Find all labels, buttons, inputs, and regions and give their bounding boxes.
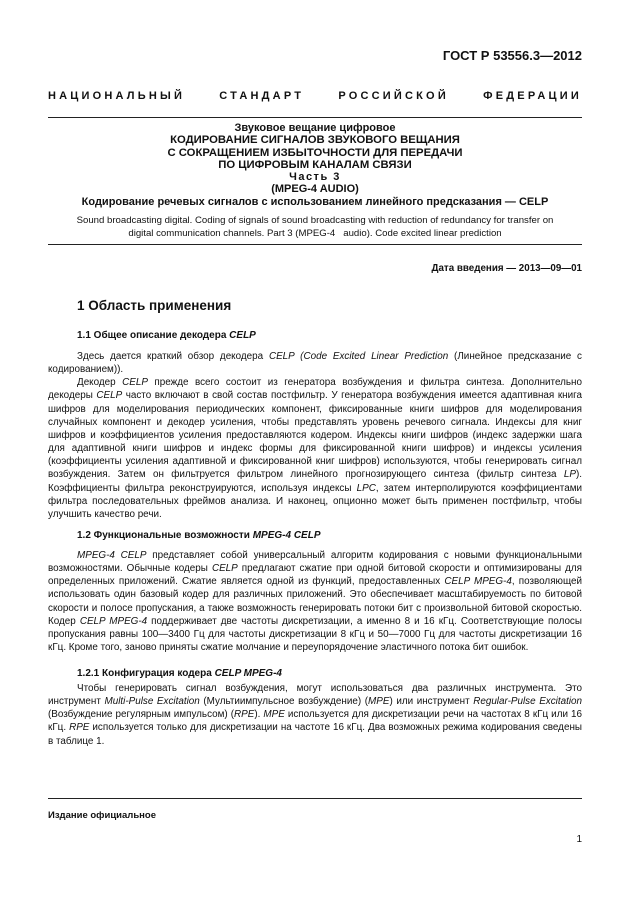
subsection-1-2-body xyxy=(48,549,582,654)
subsection-1-1-body xyxy=(48,350,582,521)
document-title xyxy=(48,122,582,208)
english-title xyxy=(48,215,582,240)
top-divider xyxy=(48,117,582,118)
national-standard-heading: НАЦИОНАЛЬНЫЙ СТАНДАРТ РОССИЙСКОЙ ФЕДЕРАЦИИ xyxy=(48,90,582,102)
subsection-1-2-1-body xyxy=(48,682,582,748)
footer-divider xyxy=(48,798,582,799)
title-line-4: ПО ЦИФРОВЫМ КАНАЛАМ СВЯЗИ xyxy=(218,158,412,171)
subsection-1-1-heading: 1.1 Общее описание декодера CELP xyxy=(77,330,256,341)
title-line-7: Кодирование речевых сигналов с использованием линейного предсказания — CELP xyxy=(81,195,549,208)
english-title-line-2: digital communication channels. Part 3 (MPEG-4 audio). Code excited linear prediction xyxy=(128,227,502,239)
section-1-heading: 1 Область применения xyxy=(77,298,232,313)
title-line-6: (MPEG-4 AUDIO) xyxy=(271,183,359,196)
paragraph: Декодер CELP прежде всего состоит из генератора возбуждения и фильтра синтеза. Дополнительно декодеры CELP часто включают в свой состав постфильтр. У генератора возбуждения имеется адаптивная книга шифров для моделирования периодических компонент, фиксированные книги шифров для моделирования случайных компонент и декодер усиления, чтобы представлять уровень речевого сигнала. Индексы для книг шифров и коэффициентов усиления предоставляются кодером. Индексы книги шифров (индекс задержки шага для адаптивной книги шифров и индекс формы для фиксированной книги шифров) и индексы усиления (коэффициенты усиления адаптивной и фиксированной книг шифров) используются, чтобы генерировать сигнал возбуждения. Затем он фильтруется фильтром линейного прогнозирующего синтеза (фильтр синтеза LP). Коэффициенты фильтра реконструируются, используя индексы LPC, затем интерполируются коэффициентами фильтра последовательных фреймов анализа. И наконец, опционно может быть применен постфильтр, чтобы улучшить качество речи. xyxy=(48,377,582,520)
paragraph: Здесь дается краткий обзор декодера CELP (Code Excited Linear Prediction (Линейное предсказание с кодированием)). xyxy=(48,351,582,376)
paragraph: Чтобы генерировать сигнал возбуждения, могут использоваться два различных инструмента. Это инструмент Multi-Pulse Excitation (Мультиимпульсное возбуждение) (MPE) или инструмент Regular-Pulse Excitation (Возбуждение регулярным импульсом) (RPE). MPE используется для дискретизации речи на частотах 8 кГц или 16 кГц. RPE используется только для дискретизации на частоте 16 кГц. Два возможных режима кодирования сведены в таблице 1. xyxy=(48,683,583,747)
standard-code: ГОСТ Р 53556.3—2012 xyxy=(442,48,582,63)
page-number: 1 xyxy=(576,834,582,845)
title-divider xyxy=(48,244,582,245)
title-line-5: Часть 3 xyxy=(289,171,341,184)
title-line-3: С СОКРАЩЕНИЕМ ИЗБЫТОЧНОСТИ ДЛЯ ПЕРЕДАЧИ xyxy=(167,146,463,159)
subsection-1-2-heading: 1.2 Функциональные возможности MPEG-4 CELP xyxy=(77,530,321,541)
introduction-date: Дата введения — 2013—09—01 xyxy=(431,263,582,274)
subsection-1-2-1-heading: 1.2.1 Конфигурация кодера CELP MPEG-4 xyxy=(77,668,282,679)
title-line-1: Звуковое вещание цифровое xyxy=(234,122,396,134)
title-line-2: КОДИРОВАНИЕ СИГНАЛОВ ЗВУКОВОГО ВЕЩАНИЯ xyxy=(170,134,460,147)
official-edition-label: Издание официальное xyxy=(48,810,156,821)
paragraph: MPEG-4 CELP представляет собой универсальный алгоритм кодирования с новыми функциональными возможностями. Обычные кодеры CELP предлагают сжатие при одной битовой скорости и оптимизированы для определенных приложений. Сжатие является одной из функций, предоставленных CELP MPEG-4, позволяющей использовать один базовый кодер для различных приложений. Это обеспечивает масштабируемость по битовой скорости и полосе пропускания, а также возможность генерировать потоки бит с произвольной битовой скоростью. Кодер CELP MPEG-4 поддерживает две частоты дискретизации, а именно 8 и 16 кГц. Соответствующие полосы пропускания равны 100—3400 Гц для частоты дискретизации 8 кГц и 50—7000 Гц для частоты дискретизации 16 кГц. Кроме того, заново приняты сжатие молчание и переупорядочение эластичного потока бит ошибок. xyxy=(48,550,583,654)
english-title-line-1: Sound broadcasting digital. Coding of signals of sound broadcasting with reduction of redundancy for transfer on xyxy=(76,215,554,226)
